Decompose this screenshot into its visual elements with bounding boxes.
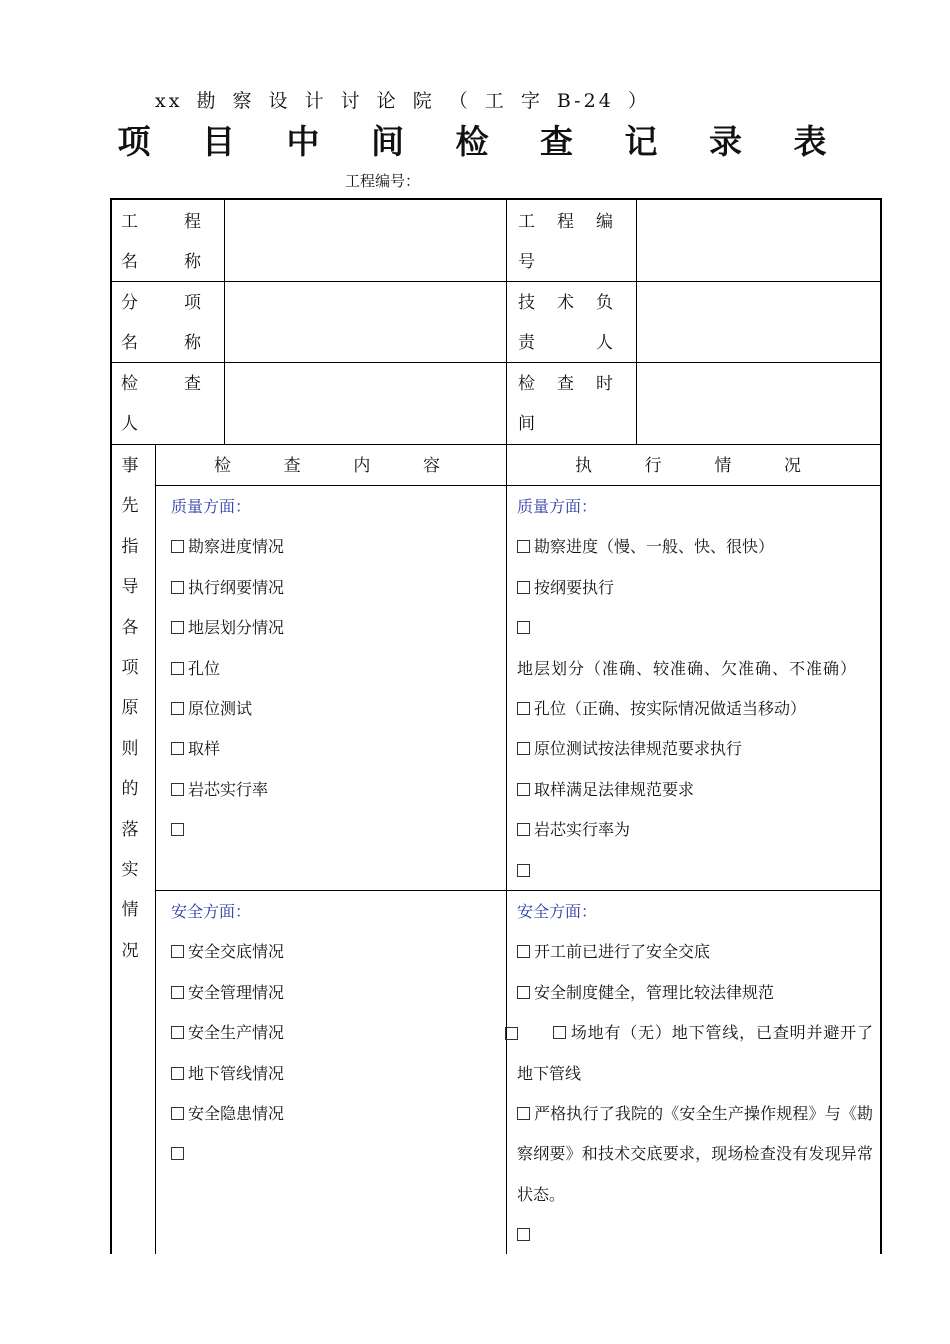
list-item[interactable]: 地层划分情况 — [171, 608, 284, 648]
safety-status-heading: 安全方面： — [517, 902, 598, 921]
safety-heading: 安全方面： — [171, 902, 252, 921]
form-title: 项 目 中 间 检 查 记 录 表 — [117, 122, 847, 161]
checkbox[interactable] — [171, 581, 184, 594]
project-number-field[interactable] — [638, 201, 879, 280]
list-item[interactable]: 原位测试 — [171, 689, 284, 729]
checkbox[interactable] — [517, 945, 530, 958]
list-item[interactable]: 场地有（无）地下管线，已查明并避开了地下管线 — [517, 1013, 873, 1094]
label-subitem-name-2: 名 称 — [121, 333, 201, 353]
subitem-name-field[interactable] — [226, 283, 505, 361]
checkbox[interactable] — [517, 540, 530, 553]
quality-status-heading: 质量方面： — [517, 497, 598, 516]
list-item[interactable]: 原位测试按法律规范要求执行 — [517, 729, 873, 769]
list-item[interactable] — [517, 1215, 873, 1255]
checkbox[interactable] — [171, 702, 184, 715]
label-inspector-1: 检 查 — [121, 374, 201, 394]
label-inspection-time-2: 间 — [518, 414, 535, 434]
checkbox[interactable] — [517, 621, 530, 634]
safety-content-list — [171, 892, 284, 1175]
column-header-content: 检 查 内 容 — [214, 456, 440, 476]
list-item[interactable]: 岩芯实行率 — [171, 770, 284, 810]
tech-lead-field[interactable] — [638, 283, 879, 361]
checkbox[interactable] — [171, 621, 184, 634]
checkbox[interactable] — [171, 945, 184, 958]
checkbox[interactable] — [171, 662, 184, 675]
checkbox[interactable] — [171, 1107, 184, 1120]
checkbox[interactable] — [171, 783, 184, 796]
quality-heading: 质量方面： — [171, 497, 252, 516]
label-project-number-1: 工 程 编 — [518, 212, 613, 232]
checkbox[interactable] — [517, 864, 530, 877]
organization-line: xx 勘 察 设 计 讨 论 院 （ 工 字 B-24 ） — [155, 90, 650, 112]
checkbox[interactable] — [517, 742, 530, 755]
list-item[interactable]: 严格执行了我院的《安全生产操作规程》与《勘察纲要》和技术交底要求，现场检查没有发现异常状态。 — [517, 1104, 873, 1204]
list-item[interactable]: 安全隐患情况 — [171, 1094, 284, 1134]
checkbox[interactable] — [517, 986, 530, 999]
checkbox[interactable] — [517, 581, 530, 594]
label-tech-lead-2: 责 人 — [518, 333, 613, 353]
side-label-column: 事 先 指 导 各 项 原 则 的 落 实 情 况 — [121, 456, 139, 961]
checkbox[interactable] — [171, 1067, 184, 1080]
checkbox[interactable] — [171, 986, 184, 999]
checkbox[interactable] — [171, 823, 184, 836]
list-item[interactable]: 孔位 — [171, 649, 284, 689]
list-item[interactable]: 安全制度健全，管理比较法律规范 — [517, 973, 873, 1013]
inspection-time-field[interactable] — [638, 364, 879, 443]
list-item[interactable]: 地层划分（准确、较准确、欠准确、不准确） — [517, 608, 873, 689]
list-item[interactable] — [171, 810, 284, 850]
label-tech-lead-1: 技 术 负 — [518, 293, 613, 313]
list-item[interactable]: 开工前已进行了安全交底 — [517, 932, 873, 972]
label-project-name-1: 工 程 — [121, 212, 201, 232]
list-item[interactable]: 安全管理情况 — [171, 973, 284, 1013]
list-item[interactable]: 执行纲要情况 — [171, 568, 284, 608]
label-project-name-2: 名 称 — [121, 252, 201, 272]
list-item[interactable]: 安全交底情况 — [171, 932, 284, 972]
list-item[interactable]: 安全生产情况 — [171, 1013, 284, 1053]
list-item[interactable]: 取样 — [171, 729, 284, 769]
checkbox[interactable] — [517, 783, 530, 796]
list-item[interactable]: 勘察进度（慢、一般、快、很快） — [517, 527, 873, 567]
inspector-field[interactable] — [226, 364, 505, 443]
column-header-status: 执 行 情 况 — [575, 456, 801, 476]
label-project-number-2: 号 — [518, 252, 535, 272]
label-inspector-2: 人 — [121, 414, 138, 434]
list-item[interactable] — [517, 851, 873, 891]
quality-content-list — [171, 487, 284, 851]
checkbox[interactable] — [171, 540, 184, 553]
label-inspection-time-1: 检 查 时 — [518, 374, 613, 394]
label-subitem-name-1: 分 项 — [121, 293, 201, 313]
checkbox[interactable] — [517, 1228, 530, 1241]
list-item[interactable]: 孔位（正确、按实际情况做适当移动） — [517, 689, 873, 729]
list-item[interactable] — [171, 1134, 284, 1174]
checkbox[interactable] — [553, 1026, 566, 1039]
checkbox[interactable] — [517, 823, 530, 836]
checkbox[interactable] — [171, 1147, 184, 1160]
project-number-label: 工程编号： — [345, 172, 421, 190]
checkbox[interactable] — [505, 1027, 518, 1040]
list-item[interactable]: 按纲要执行 — [517, 568, 873, 608]
checkbox[interactable] — [517, 702, 530, 715]
safety-status-list — [517, 892, 873, 1256]
list-item[interactable]: 勘察进度情况 — [171, 527, 284, 567]
project-name-field[interactable] — [226, 201, 505, 280]
checkbox[interactable] — [171, 1026, 184, 1039]
checkbox[interactable] — [171, 742, 184, 755]
list-item[interactable]: 取样满足法律规范要求 — [517, 770, 873, 810]
list-item[interactable]: 岩芯实行率为 — [517, 810, 873, 850]
list-item[interactable]: 地下管线情况 — [171, 1054, 284, 1094]
quality-status-list — [517, 487, 873, 891]
checkbox[interactable] — [517, 1107, 530, 1120]
